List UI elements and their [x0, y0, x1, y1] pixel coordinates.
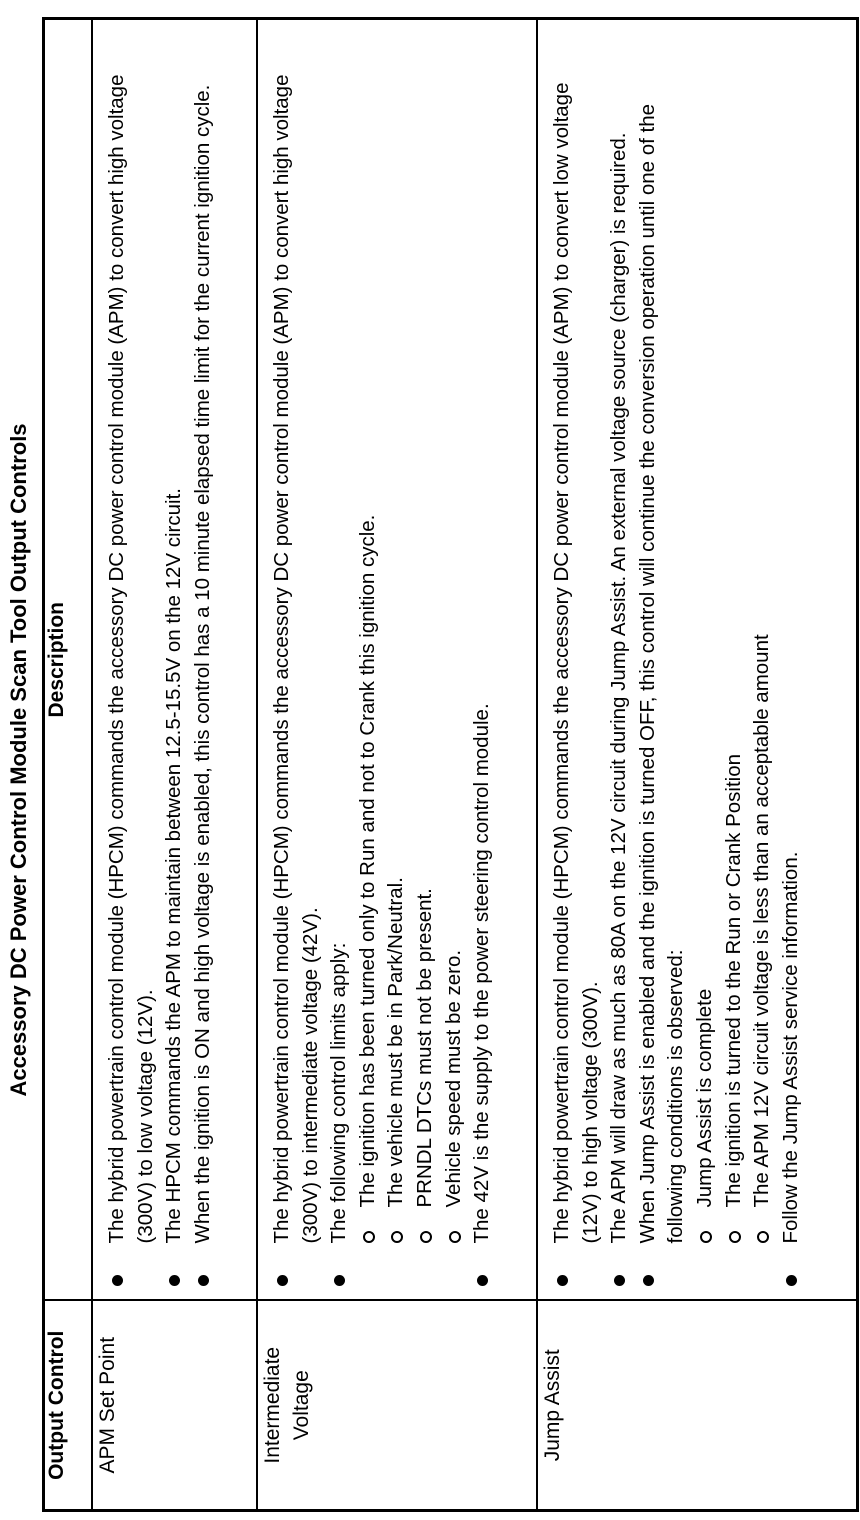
bullet-item: Follow the Jump Assist service information. — [777, 32, 806, 1300]
description-cell — [92, 19, 257, 1301]
bullet-item: When the ignition is ON and high voltage is enabled, this control has a 10 minute elapsed time limit for the current ignition cycle. — [189, 32, 218, 1300]
table-row — [257, 19, 537, 1511]
bullet-item: The HPCM commands the APM to maintain between 12.5-15.5V on the 12V circuit. — [160, 32, 189, 1300]
output-controls-table — [42, 17, 859, 1512]
header-row — [44, 19, 93, 1511]
sub-bullet-item: The ignition has been turned only to Run and not to Crank this ignition cycle. — [354, 32, 383, 1300]
output-control-cell: Jump Assist — [537, 1301, 857, 1511]
table-row — [92, 19, 257, 1511]
description-cell — [257, 19, 537, 1301]
header-output-control: Output Control — [44, 1301, 93, 1511]
header-description: Description — [44, 19, 93, 1301]
sub-bullet-item: Vehicle speed must be zero. — [440, 32, 469, 1300]
bullet-item: The hybrid powertrain control module (HPCM) commands the accessory DC power control module (APM) to convert high voltage (300V) to intermediate voltage (42V). — [268, 32, 325, 1300]
output-control-cell: APM Set Point — [92, 1301, 257, 1511]
bullet-item: The APM will draw as much as 80A on the 12V circuit during Jump Assist. An external voltage source (charger) is required. — [605, 32, 634, 1300]
bullet-item: The following control limits apply: — [325, 32, 354, 1300]
sub-bullet-item: The APM 12V circuit voltage is less than an acceptable amount — [748, 32, 777, 1300]
bullet-item: The hybrid powertrain control module (HPCM) commands the accessory DC power control module (APM) to convert high voltage (300V) to low voltage (12V). — [103, 32, 160, 1300]
table-row — [537, 19, 857, 1511]
bullet-item: The 42V is the supply to the power steering control module. — [468, 32, 497, 1300]
sub-bullet-item: PRNDL DTCs must not be present. — [411, 32, 440, 1300]
bullet-item: The hybrid powertrain control module (HPCM) commands the accessory DC power control module (APM) to convert low voltage (12V) to high voltage (300V). — [548, 32, 605, 1300]
sub-bullet-item: The ignition is turned to the Run or Crank Position — [720, 32, 749, 1300]
page-title: Accessory DC Power Control Module Scan Tool Output Controls — [6, 423, 31, 1097]
output-control-cell: Intermediate Voltage — [257, 1301, 537, 1511]
sub-bullet-item: The vehicle must be in Park/Neutral. — [382, 32, 411, 1300]
sub-bullet-item: Jump Assist is complete — [691, 32, 720, 1300]
bullet-item: When Jump Assist is enabled and the ignition is turned OFF, this control will continue the conversion operation until one of the following conditions is observed: — [634, 32, 691, 1300]
description-cell — [537, 19, 857, 1301]
